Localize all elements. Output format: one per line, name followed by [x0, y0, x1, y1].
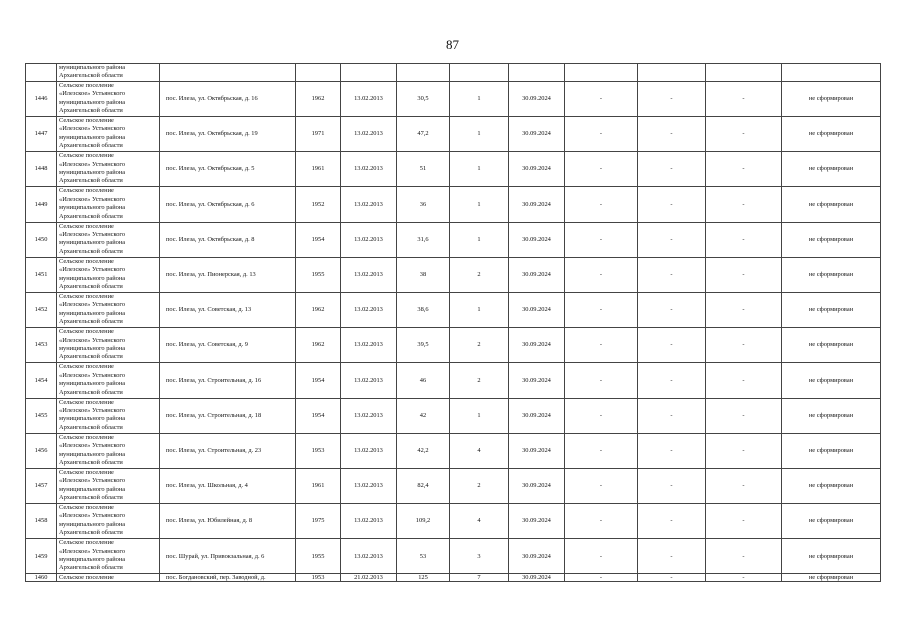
- residents-cell: 4: [450, 504, 509, 539]
- col10-cell: -: [706, 574, 782, 582]
- settlement-line: Архангельской области: [59, 423, 123, 431]
- table-row: [26, 257, 881, 292]
- num-cell: 1449: [26, 187, 57, 222]
- area-cell: 36: [397, 187, 450, 222]
- col10-cell: -: [706, 117, 782, 152]
- year-cell: 1962: [296, 81, 341, 116]
- settlement-line: Архангельской области: [59, 318, 123, 326]
- col9-cell: -: [638, 539, 706, 574]
- num-cell: 1450: [26, 222, 57, 257]
- col9-cell: -: [638, 363, 706, 398]
- year-cell: 1954: [296, 363, 341, 398]
- table-row: [26, 81, 881, 116]
- settlement-line: Архангельской области: [59, 142, 123, 150]
- col10-cell: -: [706, 504, 782, 539]
- col10-cell: -: [706, 468, 782, 503]
- settlement-line: «Илезское» Устьянского: [59, 442, 126, 450]
- settlement-cell: [57, 187, 160, 222]
- residents-cell: 2: [450, 468, 509, 503]
- settlement-line: муниципального района: [59, 415, 126, 423]
- date-cell: 13.02.2013: [341, 152, 397, 187]
- residents-cell: 1: [450, 187, 509, 222]
- date-cell: 13.02.2013: [341, 257, 397, 292]
- year-cell: 1975: [296, 504, 341, 539]
- table-row: [26, 152, 881, 187]
- col10-cell: -: [706, 363, 782, 398]
- residents-cell: 1: [450, 292, 509, 327]
- address-cell: пос. Илеза, ул. Октябрьская, д. 16: [160, 81, 296, 116]
- settlement-line: Сельское поселение: [59, 468, 114, 476]
- col9-cell: -: [638, 574, 706, 582]
- date-cell: 13.02.2013: [341, 468, 397, 503]
- col9-cell: -: [638, 292, 706, 327]
- col9-cell: -: [638, 398, 706, 433]
- address-cell: пос. Богдановский, пер. Заводной, д.: [160, 574, 296, 582]
- address-cell: пос. Илеза, ул. Строительная, д. 23: [160, 433, 296, 468]
- settlement-cell: Сельское поселение: [57, 574, 160, 582]
- settlement-line: муниципального района: [59, 556, 126, 564]
- year-cell: 1954: [296, 398, 341, 433]
- settlement-line: муниципального района: [59, 204, 126, 212]
- status-cell: не сформирован: [782, 117, 881, 152]
- settlement-cell: [57, 222, 160, 257]
- num-cell: 1457: [26, 468, 57, 503]
- col8-cell: -: [565, 257, 638, 292]
- col8-cell: -: [565, 187, 638, 222]
- area-cell: 38,6: [397, 292, 450, 327]
- settlement-line: Сельское поселение: [59, 152, 114, 160]
- settlement-line: «Илезское» Устьянского: [59, 336, 126, 344]
- deadline-cell: 30.09.2024: [509, 81, 565, 116]
- col10-cell: -: [706, 257, 782, 292]
- deadline-cell: 30.09.2024: [509, 257, 565, 292]
- col9-cell: -: [638, 468, 706, 503]
- address-cell: пос. Илеза, ул. Строительная, д. 16: [160, 363, 296, 398]
- settlement-cell: [57, 117, 160, 152]
- area-cell: 46: [397, 363, 450, 398]
- table-row: [26, 187, 881, 222]
- date-cell: 13.02.2013: [341, 433, 397, 468]
- settlement-line: «Илезское» Устьянского: [59, 160, 126, 168]
- settlement-line: «Илезское» Устьянского: [59, 512, 126, 520]
- page-number: 87: [446, 37, 459, 52]
- settlement-line: муниципального района: [59, 274, 126, 282]
- col8-cell: -: [565, 468, 638, 503]
- settlement-cell: [57, 363, 160, 398]
- address-cell: пос. Илеза, ул. Юбилейная, д. 8: [160, 504, 296, 539]
- num-cell: 1455: [26, 398, 57, 433]
- date-cell: 13.02.2013: [341, 539, 397, 574]
- num-cell: 1454: [26, 363, 57, 398]
- year-cell: 1962: [296, 292, 341, 327]
- area-cell: 31,6: [397, 222, 450, 257]
- residents-cell: 2: [450, 363, 509, 398]
- housing-table: [25, 63, 881, 582]
- col9-cell: -: [638, 117, 706, 152]
- address-cell: пос. Илеза, ул. Октябрьская, д. 5: [160, 152, 296, 187]
- settlement-line: Сельское поселение: [59, 292, 114, 300]
- address-cell: пос. Илеза, ул. Октябрьская, д. 19: [160, 117, 296, 152]
- settlement-line: Архангельской области: [59, 107, 123, 115]
- settlement-line: муниципального района: [59, 98, 126, 106]
- num-cell: [26, 64, 57, 82]
- col10-cell: -: [706, 433, 782, 468]
- settlement-line: Сельское поселение: [59, 398, 114, 406]
- settlement-line: Архангельской области: [59, 72, 123, 80]
- date-cell: 13.02.2013: [341, 222, 397, 257]
- settlement-cell: [57, 257, 160, 292]
- area-cell: 42: [397, 398, 450, 433]
- year-cell: 1962: [296, 328, 341, 363]
- settlement-line: Архангельской области: [59, 212, 123, 220]
- table-row: [26, 292, 881, 327]
- num-cell: 1451: [26, 257, 57, 292]
- settlement-line: Архангельской области: [59, 494, 123, 502]
- settlement-line: Архангельской области: [59, 564, 123, 572]
- settlement-line: муниципального района: [59, 309, 126, 317]
- address-cell: пос. Илеза, ул. Советская, д. 13: [160, 292, 296, 327]
- deadline-cell: 30.09.2024: [509, 363, 565, 398]
- deadline-cell: 30.09.2024: [509, 152, 565, 187]
- settlement-line: Сельское поселение: [59, 187, 114, 195]
- area-cell: 82,4: [397, 468, 450, 503]
- deadline-cell: 30.09.2024: [509, 117, 565, 152]
- deadline-cell: 30.09.2024: [509, 222, 565, 257]
- settlement-line: Архангельской области: [59, 529, 123, 537]
- settlement-line: «Илезское» Устьянского: [59, 90, 126, 98]
- status-cell: не сформирован: [782, 328, 881, 363]
- col9-cell: -: [638, 152, 706, 187]
- date-cell: 21.02.2013: [341, 574, 397, 582]
- col8-cell: -: [565, 81, 638, 116]
- address-cell: пос. Илеза, ул. Советская, д. 9: [160, 328, 296, 363]
- area-cell: 38: [397, 257, 450, 292]
- settlement-line: «Илезское» Устьянского: [59, 301, 126, 309]
- date-cell: 13.02.2013: [341, 117, 397, 152]
- residents-cell: 1: [450, 81, 509, 116]
- date-cell: 13.02.2013: [341, 187, 397, 222]
- col9-cell: -: [638, 187, 706, 222]
- address-cell: пос. Шурай, ул. Привокзальная, д. 6: [160, 539, 296, 574]
- settlement-line: Архангельской области: [59, 247, 123, 255]
- settlement-line: Сельское поселение: [59, 504, 114, 512]
- address-cell: пос. Илеза, ул. Школьная, д. 4: [160, 468, 296, 503]
- col8-cell: -: [565, 539, 638, 574]
- area-cell: 53: [397, 539, 450, 574]
- num-cell: 1459: [26, 539, 57, 574]
- year-cell: 1952: [296, 187, 341, 222]
- settlement-line: Архангельской области: [59, 282, 123, 290]
- settlement-line: муниципального района: [59, 485, 126, 493]
- settlement-line: Сельское поселение: [59, 257, 114, 265]
- table-row: [26, 222, 881, 257]
- settlement-cell: [57, 398, 160, 433]
- residents-cell: 1: [450, 152, 509, 187]
- deadline-cell: 30.09.2024: [509, 292, 565, 327]
- settlement-cell: [57, 292, 160, 327]
- residents-cell: 1: [450, 117, 509, 152]
- status-cell: не сформирован: [782, 504, 881, 539]
- settlement-line: Сельское поселение: [59, 81, 114, 89]
- year-cell: 1971: [296, 117, 341, 152]
- deadline-cell: 30.09.2024: [509, 187, 565, 222]
- col10-cell: -: [706, 222, 782, 257]
- address-cell: пос. Илеза, ул. Октябрьская, д. 6: [160, 187, 296, 222]
- col8-cell: -: [565, 152, 638, 187]
- year-cell: 1953: [296, 433, 341, 468]
- status-cell: не сформирован: [782, 257, 881, 292]
- col10-cell: -: [706, 539, 782, 574]
- settlement-line: Сельское поселение: [59, 222, 114, 230]
- settlement-cell: [57, 433, 160, 468]
- settlement-line: Сельское поселение: [59, 117, 114, 124]
- residents-cell: 2: [450, 328, 509, 363]
- settlement-cell: [57, 152, 160, 187]
- residents-cell: 4: [450, 433, 509, 468]
- table-row: [26, 117, 881, 152]
- year-cell: 1953: [296, 574, 341, 582]
- area-cell: 47,2: [397, 117, 450, 152]
- date-cell: 13.02.2013: [341, 398, 397, 433]
- col8-cell: -: [565, 363, 638, 398]
- status-cell: не сформирован: [782, 222, 881, 257]
- date-cell: 13.02.2013: [341, 363, 397, 398]
- address-cell: пос. Илеза, ул. Пионерская, д. 13: [160, 257, 296, 292]
- deadline-cell: 30.09.2024: [509, 433, 565, 468]
- status-cell: не сформирован: [782, 81, 881, 116]
- date-cell: 13.02.2013: [341, 504, 397, 539]
- status-cell: не сформирован: [782, 433, 881, 468]
- table-row: [26, 398, 881, 433]
- residents-cell: 1: [450, 222, 509, 257]
- residents-cell: 2: [450, 257, 509, 292]
- address-cell: пос. Илеза, ул. Строительная, д. 18: [160, 398, 296, 433]
- status-cell: не сформирован: [782, 574, 881, 582]
- area-cell: 125: [397, 574, 450, 582]
- col8-cell: -: [565, 504, 638, 539]
- residents-cell: 3: [450, 539, 509, 574]
- table-row: [26, 504, 881, 539]
- col10-cell: -: [706, 292, 782, 327]
- area-cell: 39,5: [397, 328, 450, 363]
- col8-cell: -: [565, 117, 638, 152]
- col9-cell: -: [638, 222, 706, 257]
- col10-cell: -: [706, 81, 782, 116]
- num-cell: 1448: [26, 152, 57, 187]
- year-cell: 1954: [296, 222, 341, 257]
- table-row: [26, 363, 881, 398]
- status-cell: не сформирован: [782, 539, 881, 574]
- col8-cell: -: [565, 292, 638, 327]
- status-cell: не сформирован: [782, 468, 881, 503]
- settlement-line: «Илезское» Устьянского: [59, 125, 126, 133]
- col8-cell: -: [565, 398, 638, 433]
- settlement-cell: [57, 539, 160, 574]
- settlement-line: «Илезское» Устьянского: [59, 371, 126, 379]
- year-cell: 1955: [296, 257, 341, 292]
- table-row: [26, 328, 881, 363]
- area-cell: 30,5: [397, 81, 450, 116]
- num-cell: 1447: [26, 117, 57, 152]
- table-row-last: [26, 574, 881, 582]
- settlement-line: «Илезское» Устьянского: [59, 266, 126, 274]
- year-cell: 1961: [296, 152, 341, 187]
- col8-cell: -: [565, 328, 638, 363]
- col8-cell: -: [565, 574, 638, 582]
- status-cell: не сформирован: [782, 398, 881, 433]
- settlement-line: Сельское поселение: [59, 539, 114, 547]
- settlement-line: муниципального района: [59, 344, 126, 352]
- settlement-line: муниципального района: [59, 450, 126, 458]
- settlement-cell: [57, 328, 160, 363]
- num-cell: 1460: [26, 574, 57, 582]
- col9-cell: -: [638, 433, 706, 468]
- num-cell: 1456: [26, 433, 57, 468]
- settlement-line: муниципального района: [59, 133, 126, 141]
- deadline-cell: 30.09.2024: [509, 539, 565, 574]
- settlement-cell: [57, 81, 160, 116]
- col8-cell: -: [565, 433, 638, 468]
- settlement-line: «Илезское» Устьянского: [59, 230, 126, 238]
- area-cell: 51: [397, 152, 450, 187]
- area-cell: 109,2: [397, 504, 450, 539]
- deadline-cell: 30.09.2024: [509, 328, 565, 363]
- status-cell: не сформирован: [782, 292, 881, 327]
- col10-cell: -: [706, 152, 782, 187]
- status-cell: не сформирован: [782, 152, 881, 187]
- col8-cell: -: [565, 222, 638, 257]
- settlement-line: Сельское поселение: [59, 433, 114, 441]
- num-cell: 1452: [26, 292, 57, 327]
- col9-cell: -: [638, 328, 706, 363]
- settlement-cell: [57, 504, 160, 539]
- table-row: [26, 539, 881, 574]
- residents-cell: 1: [450, 398, 509, 433]
- date-cell: 13.02.2013: [341, 292, 397, 327]
- year-cell: 1961: [296, 468, 341, 503]
- settlement-line: муниципального района: [59, 239, 126, 247]
- settlement-line: Сельское поселение: [59, 328, 114, 336]
- num-cell: 1458: [26, 504, 57, 539]
- settlement-line: «Илезское» Устьянского: [59, 195, 126, 203]
- num-cell: 1453: [26, 328, 57, 363]
- table-row-continuation: [26, 64, 881, 82]
- col10-cell: -: [706, 328, 782, 363]
- year-cell: 1955: [296, 539, 341, 574]
- settlement-line: Архангельской области: [59, 353, 123, 361]
- settlement-line: «Илезское» Устьянского: [59, 477, 126, 485]
- table-row: [26, 433, 881, 468]
- deadline-cell: 30.09.2024: [509, 574, 565, 582]
- deadline-cell: 30.09.2024: [509, 398, 565, 433]
- settlement-line: муниципального района: [59, 64, 126, 71]
- date-cell: 13.02.2013: [341, 328, 397, 363]
- deadline-cell: 30.09.2024: [509, 468, 565, 503]
- status-cell: не сформирован: [782, 363, 881, 398]
- settlement-line: муниципального района: [59, 520, 126, 528]
- settlement-line: муниципального района: [59, 169, 126, 176]
- settlement-cell: [57, 468, 160, 503]
- num-cell: 1446: [26, 81, 57, 116]
- status-cell: не сформирован: [782, 187, 881, 222]
- settlement-line: «Илезское» Устьянского: [59, 547, 126, 555]
- col10-cell: -: [706, 398, 782, 433]
- table-body: [26, 64, 881, 582]
- table-row: [26, 468, 881, 503]
- settlement-line: Архангельской области: [59, 458, 123, 466]
- settlement-line: «Илезское» Устьянского: [59, 406, 126, 414]
- col9-cell: -: [638, 81, 706, 116]
- settlement-cell: [57, 64, 160, 82]
- settlement-line: Архангельской области: [59, 177, 123, 185]
- address-cell: пос. Илеза, ул. Октябрьская, д. 8: [160, 222, 296, 257]
- settlement-line: Сельское поселение: [59, 363, 114, 371]
- date-cell: 13.02.2013: [341, 81, 397, 116]
- col10-cell: -: [706, 187, 782, 222]
- settlement-line: муниципального района: [59, 380, 126, 388]
- area-cell: 42,2: [397, 433, 450, 468]
- deadline-cell: 30.09.2024: [509, 504, 565, 539]
- col9-cell: -: [638, 504, 706, 539]
- settlement-line: Архангельской области: [59, 388, 123, 396]
- residents-cell: 7: [450, 574, 509, 582]
- col9-cell: -: [638, 257, 706, 292]
